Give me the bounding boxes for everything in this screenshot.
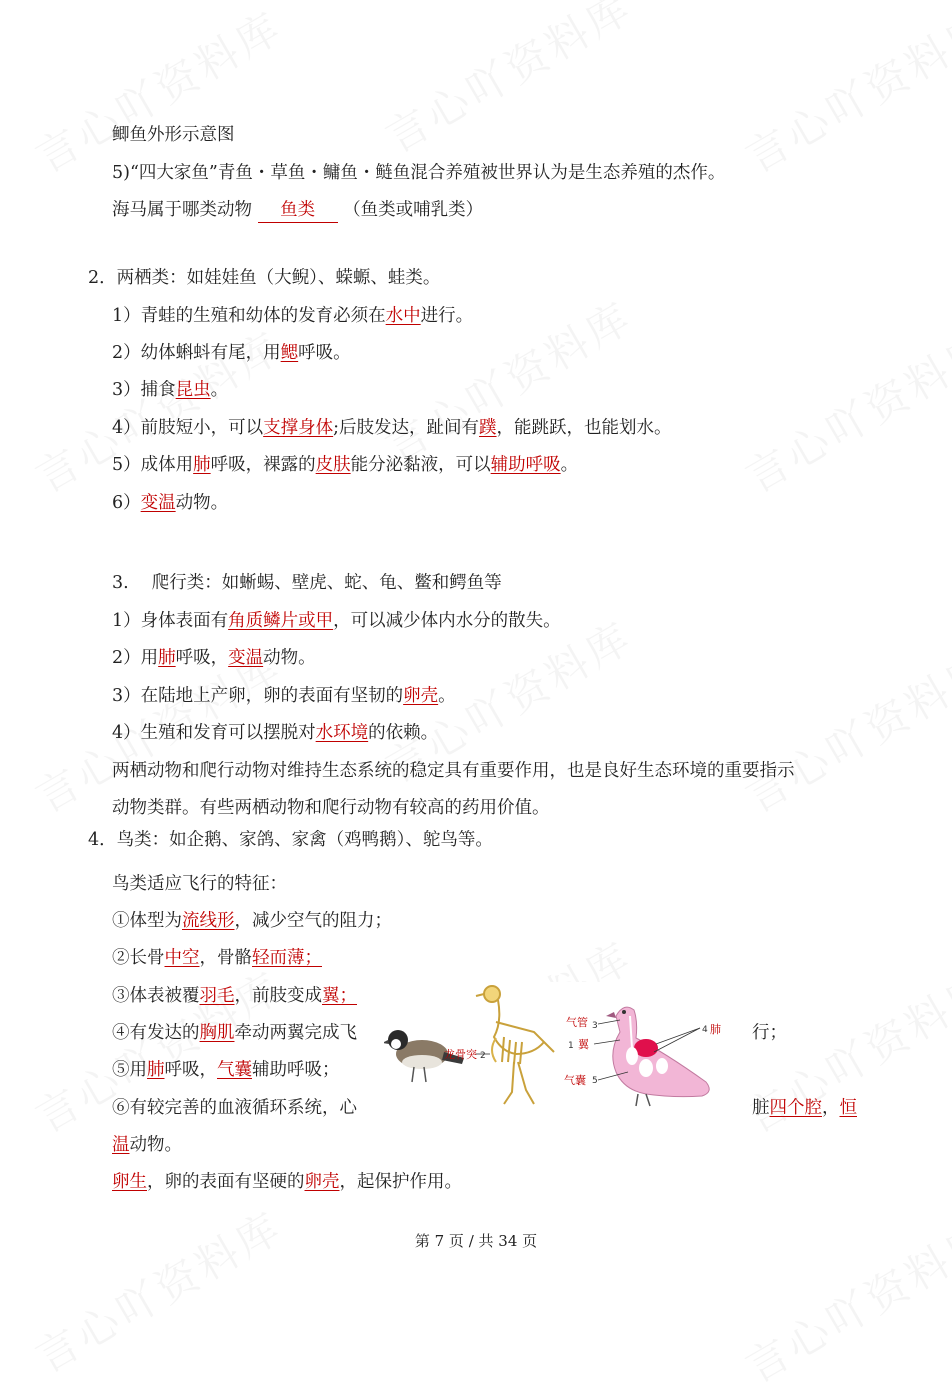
heading-reptiles: 3. 爬行类：如蜥蜴、壁虎、蛇、龟、鳖和鳄鱼等 (112, 573, 502, 593)
label-n5: 5 (592, 1076, 598, 1086)
bird-anatomy-figure (384, 982, 750, 1112)
question-seahorse: 海马属于哪类动物 鱼类 （鱼类或哺乳类） (112, 198, 483, 223)
text-four-fish: 5)“四大家鱼”青鱼・草鱼・鳙鱼・鲢鱼混合养殖被世界认为是生态养殖的杰作。 (112, 163, 726, 183)
label-qinang: 气囊 (564, 1074, 586, 1087)
amphibian-item-2: 2）幼体蝌蚪有尾，用鳃呼吸。 (112, 343, 351, 363)
amphibian-item-5: 5）成体用肺呼吸，裸露的皮肤能分泌黏液，可以辅助呼吸。 (112, 455, 579, 475)
amphibian-item-3: 3）捕食昆虫。 (112, 380, 229, 400)
bird-feature-1: ①体型为流线形，减少空气的阻力； (112, 911, 392, 931)
reptile-item-4: 4）生殖和发育可以摆脱对水环境的依赖。 (112, 723, 439, 743)
bird-anatomy-svg (384, 982, 750, 1112)
bird-feature-6-end: 脏四个腔，恒 (752, 1098, 857, 1118)
bird-feature-4-end: 行； (752, 1023, 787, 1043)
paragraph-importance-2: 动物类群。有些两栖动物和爬行动物有较高的药用价值。 (112, 798, 550, 818)
label-fei: 肺 (710, 1023, 721, 1036)
reptile-item-3: 3）在陆地上产卵，卵的表面有坚韧的卵壳。 (112, 686, 456, 706)
label-n4: 4 (702, 1025, 708, 1035)
watermark (733, 635, 952, 825)
bird-egg-line: 卵生，卵的表面有坚硬的卵壳，起保护作用。 (112, 1172, 462, 1192)
label-n3: 3 (592, 1021, 598, 1031)
bird-features-intro: 鸟类适应飞行的特征： (112, 874, 287, 894)
label-longgutu: 龙骨突 (444, 1048, 477, 1061)
watermark (373, 0, 642, 165)
bird-feature-5: ⑤用肺呼吸，气囊辅助呼吸； (112, 1060, 340, 1080)
amphibian-item-6: 6）变温动物。 (112, 493, 229, 513)
pigeon-illustration (606, 1007, 709, 1106)
caption-fish-diagram: 鲫鱼外形示意图 (112, 125, 235, 145)
bird-feature-2: ②长骨中空，骨骼轻而薄； (112, 948, 322, 968)
watermark (23, 0, 292, 185)
bird-feature-4: ④有发达的胸肌牵动两翼完成飞 (112, 1023, 357, 1043)
heading-amphibians: 2．两栖类：如娃娃鱼（大鲵）、蝾螈、蛙类。 (88, 268, 441, 288)
label-n2: 2 (480, 1051, 486, 1061)
bird-feature-3: ③体表被覆羽毛，前肢变成翼； (112, 986, 357, 1006)
reptile-item-1: 1）身体表面有角质鳞片或甲，可以减少体内水分的散失。 (112, 611, 561, 631)
amphibian-item-4: 4）前肢短小，可以支撑身体;后肢发达，趾间有蹼，能跳跃，也能划水。 (112, 418, 672, 438)
paragraph-importance-1: 两栖动物和爬行动物对维持生态系统的稳定具有重要作用，也是良好生态环境的重要指示 (112, 761, 795, 781)
answer-blank: 鱼类 (258, 198, 338, 223)
watermark (733, 315, 952, 505)
reptile-item-2: 2）用肺呼吸，变温动物。 (112, 648, 316, 668)
label-yi: 翼 (578, 1038, 589, 1051)
skeleton-illustration (476, 986, 554, 1104)
page-footer: 第 7 页 / 共 34 页 (414, 1232, 538, 1250)
label-qiguan: 气管 (566, 1016, 588, 1029)
bird-feature-6-cont: 温动物。 (112, 1135, 182, 1155)
amphibian-item-1: 1）青蛙的生殖和幼体的发育必须在水中进行。 (112, 306, 474, 326)
watermark (23, 1195, 292, 1385)
watermark (733, 0, 952, 185)
bird-feature-6: ⑥有较完善的血液循环系统，心 (112, 1098, 357, 1118)
heading-birds: 4．鸟类：如企鹅、家鸽、家禽（鸡鸭鹅）、鸵鸟等。 (88, 830, 493, 850)
label-n1: 1 (568, 1041, 574, 1051)
